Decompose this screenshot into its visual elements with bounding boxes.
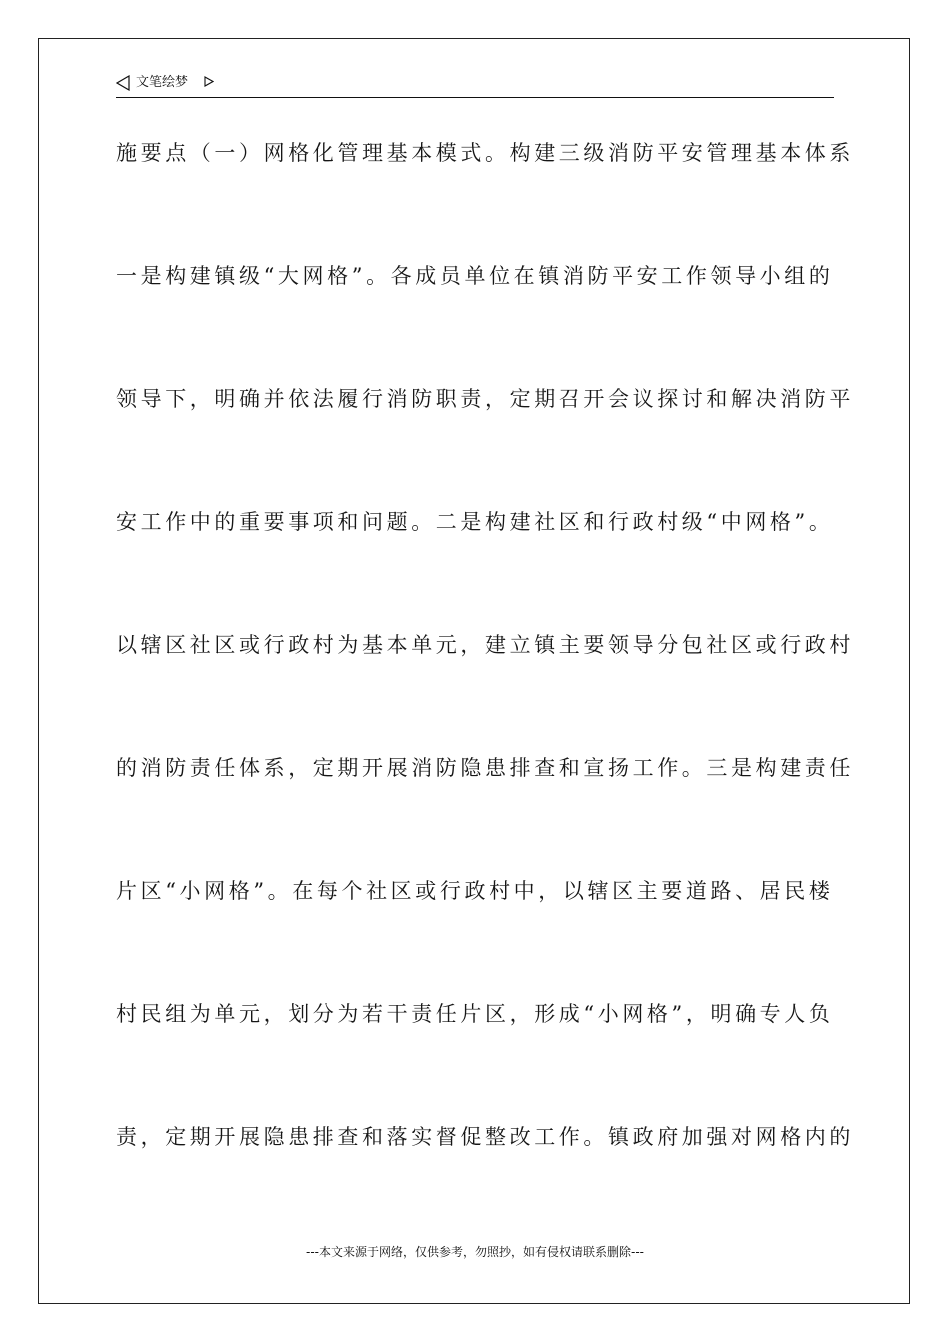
document-body bbox=[116, 120, 854, 1227]
text-line: 安工作中的重要事项和问题。二是构建社区和行政村级“中网格”。 bbox=[116, 510, 834, 534]
text-line: 责，定期开展隐患排查和落实督促整改工作。镇政府加强对网格内的 bbox=[116, 1125, 854, 1149]
text-line: 以辖区社区或行政村为基本单元，建立镇主要领导分包社区或行政村 bbox=[116, 633, 854, 657]
text-line: 一是构建镇级“大网格”。各成员单位在镇消防平安工作领导小组的 bbox=[116, 264, 834, 288]
left-triangle-icon bbox=[116, 75, 130, 91]
text-line: 施要点（一）网格化管理基本模式。构建三级消防平安管理基本体系 bbox=[116, 141, 854, 165]
footer-disclaimer: ---本文来源于网络，仅供参考，勿照抄，如有侵权请联系删除--- bbox=[306, 1245, 644, 1259]
text-line: 领导下，明确并依法履行消防职责，定期召开会议探讨和解决消防平 bbox=[116, 387, 854, 411]
right-triangle-icon bbox=[204, 76, 214, 87]
page-header bbox=[116, 72, 834, 98]
text-line: 的消防责任体系，定期开展消防隐患排查和宣扬工作。三是构建责任 bbox=[116, 756, 854, 780]
text-line: 片区“小网格”。在每个社区或行政村中，以辖区主要道路、居民楼 bbox=[116, 879, 834, 903]
header-title: 文笔绘梦 bbox=[136, 75, 189, 90]
text-line: 村民组为单元，划分为若干责任片区，形成“小网格”，明确专人负 bbox=[116, 1002, 834, 1026]
